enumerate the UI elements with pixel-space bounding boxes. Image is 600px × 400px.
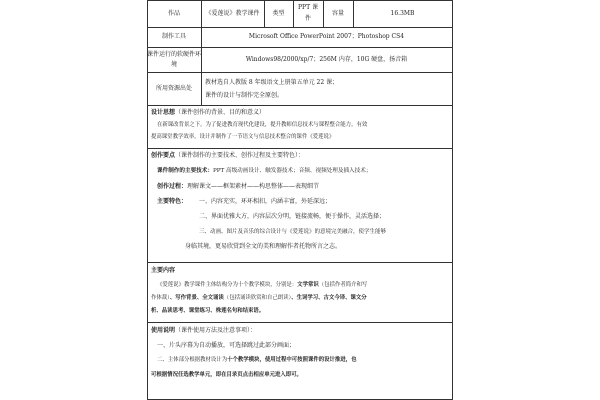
content-line-1-b: 文学常识: [297, 282, 319, 288]
usage-line-3: 可根据情况任选教学单元，即在目录页点击相应单元进入即可。: [151, 372, 302, 378]
trait-3-line-2: 身临其境，更易欣赏到全文的美和理解作者托物所言之志。: [185, 243, 342, 250]
usage-line-1: 一、片头序幕为自动播放，可选择跳过此部分画面；: [157, 342, 296, 349]
tool-value: Microsoft Office PowerPoint 2007；Photoshop CS4: [248, 33, 405, 40]
usage-line-2-b: 十个教学模块，使用过程中可按照课件的设计推进，也: [227, 357, 357, 363]
content-line-1-a: 《爱莲说》教学课件主体结构分为十个教学模块，分别是：: [157, 282, 298, 288]
design-heading-note: （课件创作的背景、目的和意义）: [175, 109, 266, 116]
features-heading-note: （课件制作的主要技术、创作过程及主要特色）：: [175, 152, 305, 159]
rule: [147, 0, 453, 1]
traits-label: 主要特色：: [157, 198, 188, 205]
design-para-1: 在新课改背景之下，为了促进教育现代化建设，提升教师信息技术与课程整合能力，有效: [157, 122, 368, 128]
rule: [147, 262, 453, 263]
env-value: Windows98/2000/xp/7；256M 内存，10G 硬盘，扬音箱: [245, 56, 408, 63]
features-heading-line: [151, 151, 304, 160]
source-label: 所用资源出处: [155, 85, 192, 92]
usage-heading-line: [151, 326, 256, 335]
source-line-2: 课件的设计与制作完全原创。: [205, 92, 284, 99]
content-line-2: [151, 294, 367, 303]
design-heading: 设计思想: [151, 109, 176, 116]
process-label: 创作过程：: [157, 183, 188, 190]
size-label: 容量: [331, 10, 344, 17]
rule: [147, 322, 453, 323]
rule: [147, 27, 453, 28]
rule: [147, 148, 453, 149]
trait-1: 一、内容充实，环环相扣，内涵丰富，外延深远；: [199, 198, 332, 205]
tech-line: [157, 167, 371, 176]
work-label: 作品: [167, 10, 180, 17]
type-value-line-2: 件: [304, 15, 311, 22]
process-line: [157, 182, 319, 191]
work-value: 《爱莲说》教学课件: [205, 10, 260, 17]
type-label: 类型: [272, 10, 285, 17]
content-line-2-a: 作体裁）: [151, 295, 170, 301]
design-heading-line: [151, 108, 265, 117]
rule: [452, 0, 453, 400]
content-line-1: [157, 281, 367, 290]
type-value-line-1: PPT 课: [298, 4, 318, 11]
content-line-2-d: 、生词学习、古文今译、课文分: [291, 295, 367, 301]
design-para-2: 提高课堂教学效率，设计并制作了一节语文与信息技术整合的课件《爱莲说》: [151, 134, 335, 140]
content-line-1-c: （包括作者简介和写: [318, 282, 368, 288]
content-line-2-c: （包括诵读欣赏和自己朗读）: [223, 295, 292, 301]
process-value: 理解课文——框架素材——构思整体——表现细节: [187, 183, 320, 190]
features-heading: 创作要点: [151, 152, 176, 159]
document-table: [147, 0, 453, 400]
tech-value: PPT 高级动画设计、触发器技术；音频、视频处理及插入技术；: [212, 168, 372, 174]
source-line-1: 教材选自人教版 8 年级语文上册第五单元 22 课；: [205, 79, 339, 86]
rule: [147, 47, 453, 48]
rule: [147, 105, 453, 106]
content-line-2-b: 、写作背景、全文诵读: [169, 295, 224, 301]
usage-heading-note: （课件使用方法及注意事项）：: [175, 327, 257, 334]
tech-label: 课件制作的主要技术：: [157, 168, 213, 174]
env-label-line-2: 境: [170, 61, 177, 68]
content-heading: 主要内容: [151, 267, 176, 274]
env-label-line-1: 课件运行的软硬件环: [147, 51, 202, 58]
trait-2: 二、界面优雅大方，内容层次分明，链接流畅，便于操作，灵活选择；: [199, 213, 386, 220]
trait-3-line-1: 三、动画、图片及音乐的综合设计与《爱莲说》的意境完美融合，使学生能够: [199, 229, 387, 235]
usage-heading: 使用说明: [151, 327, 176, 334]
usage-line-2-a: 二、主体部分根据教材设计为: [157, 357, 228, 363]
tool-label: 制作工具: [161, 33, 186, 40]
rule: [147, 72, 453, 73]
content-line-3: 析、品读思考、课堂练习、株莲名句和结束语。: [151, 308, 265, 314]
usage-line-2: [157, 356, 356, 365]
size-value: 16.3MB: [390, 10, 415, 17]
